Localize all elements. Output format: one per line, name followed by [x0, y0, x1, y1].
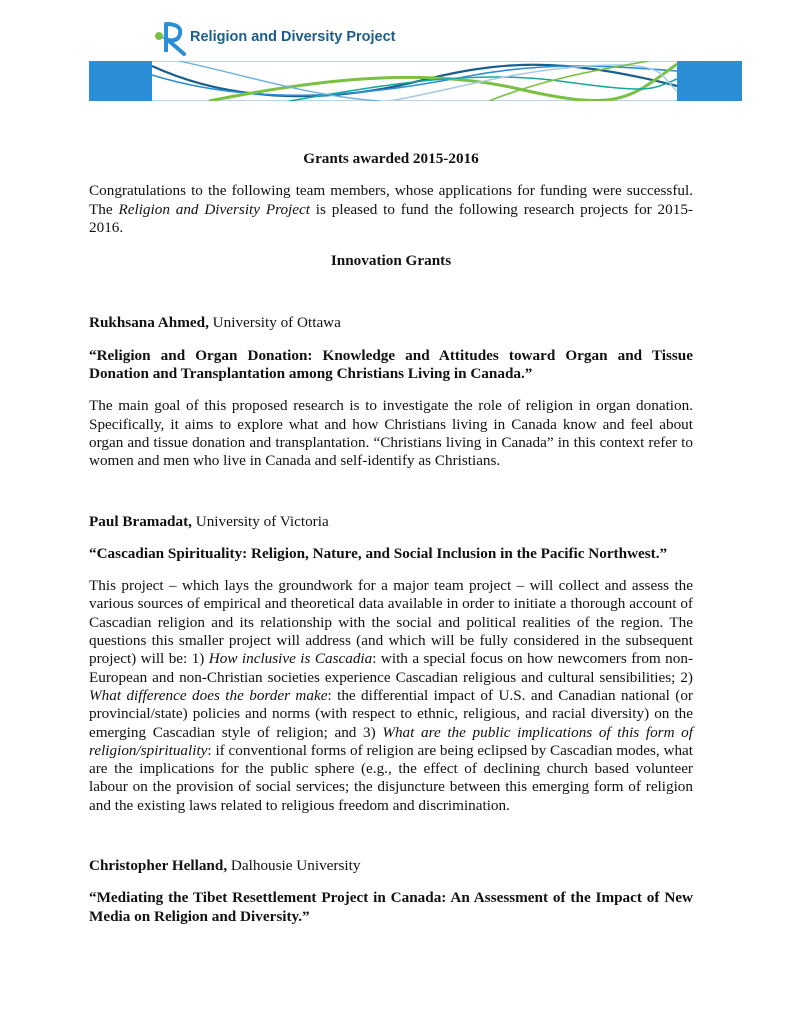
- recipient-affiliation: Dalhousie University: [227, 857, 361, 875]
- intro-text: Congratulations to the following team members, whose applications for funding were successful. The: [89, 182, 693, 218]
- logo-r-mark-icon: [150, 18, 190, 58]
- recipient-name: Christopher Helland,: [89, 857, 228, 875]
- description-emphasis: How inclusive is Cascadia: [208, 650, 373, 668]
- document-body: [89, 150, 693, 926]
- logo-text: Religion and Diversity Project: [190, 29, 396, 45]
- grant-project-title: “Mediating the Tibet Resettlement Project in Canada: An Assessment of the Impact of New Media on Religion and Diversity.”: [89, 889, 693, 925]
- grant-project-title: “Religion and Organ Donation: Knowledge and Attitudes toward Organ and Tissue Donation and Transplantation among Christians Living in Canada.”: [89, 346, 693, 383]
- intro-paragraph: [89, 182, 693, 237]
- description-text: : if conventional forms of religion are being eclipsed by Cascadian modes, what are the implications for the public sphere (e.g., the effect of declining church based volunteer labour on the provision of social services; the disjuncture between this emerging form of religion and the existing laws related to religious freedom and discrimination.: [89, 741, 693, 814]
- grant-recipient: [89, 513, 693, 531]
- grant-recipient: [89, 314, 693, 332]
- description-emphasis: What are the public implications of this form of religion/spirituality: [89, 723, 693, 759]
- recipient-name: Rukhsana Ahmed,: [89, 314, 209, 332]
- recipient-affiliation: University of Victoria: [191, 512, 329, 530]
- page-title: Grants awarded 2015-2016: [303, 150, 479, 167]
- description-text: : the differential impact of U.S. and Canadian national (or provincial/state) policies and norms (with respect to ethnic, religious, and racial diversity) on the emerging Cascadian style of religion; and 3): [89, 686, 693, 741]
- recipient-affiliation: University of Ottawa: [208, 314, 341, 332]
- description-emphasis: What difference does the border make: [89, 686, 328, 704]
- grant-description: [89, 577, 693, 815]
- description-text: This project – which lays the groundwork for a major team project – will collect and assess the various sources of empirical and theoretical data available in order to initiate a thorough account of Cascadian religion and its relationship with the social and political realities of the region. The questions this smaller project will address (and which will be fully considered in the subsequent project) will be: 1): [89, 577, 693, 668]
- grant-project-title: “Cascadian Spirituality: Religion, Nature, and Social Inclusion in the Pacific Northwest.”: [89, 544, 668, 562]
- section-title: Innovation Grants: [330, 252, 452, 270]
- grant-description: The main goal of this proposed research is to investigate the role of religion in organ donation. Specifically, it aims to explore what and how Christians living in Canada know and feel about organ and tissue donation and transplantation. “Christians living in Canada” in this context refer to women and men who live in Canada and self-identify as Christians.: [89, 397, 693, 470]
- grant-recipient: [89, 857, 693, 875]
- header-banner: [89, 61, 742, 101]
- intro-text-end: is pleased to fund the following research projects for 2015-2016.: [89, 200, 693, 236]
- recipient-name: Paul Bramadat,: [89, 512, 192, 530]
- description-text: : with a special focus on how newcomers from non-European and non-Christian societies experience Cascadian religious and cultural sensibilities; 2): [89, 650, 693, 686]
- intro-project-name: Religion and Diversity Project: [118, 200, 310, 218]
